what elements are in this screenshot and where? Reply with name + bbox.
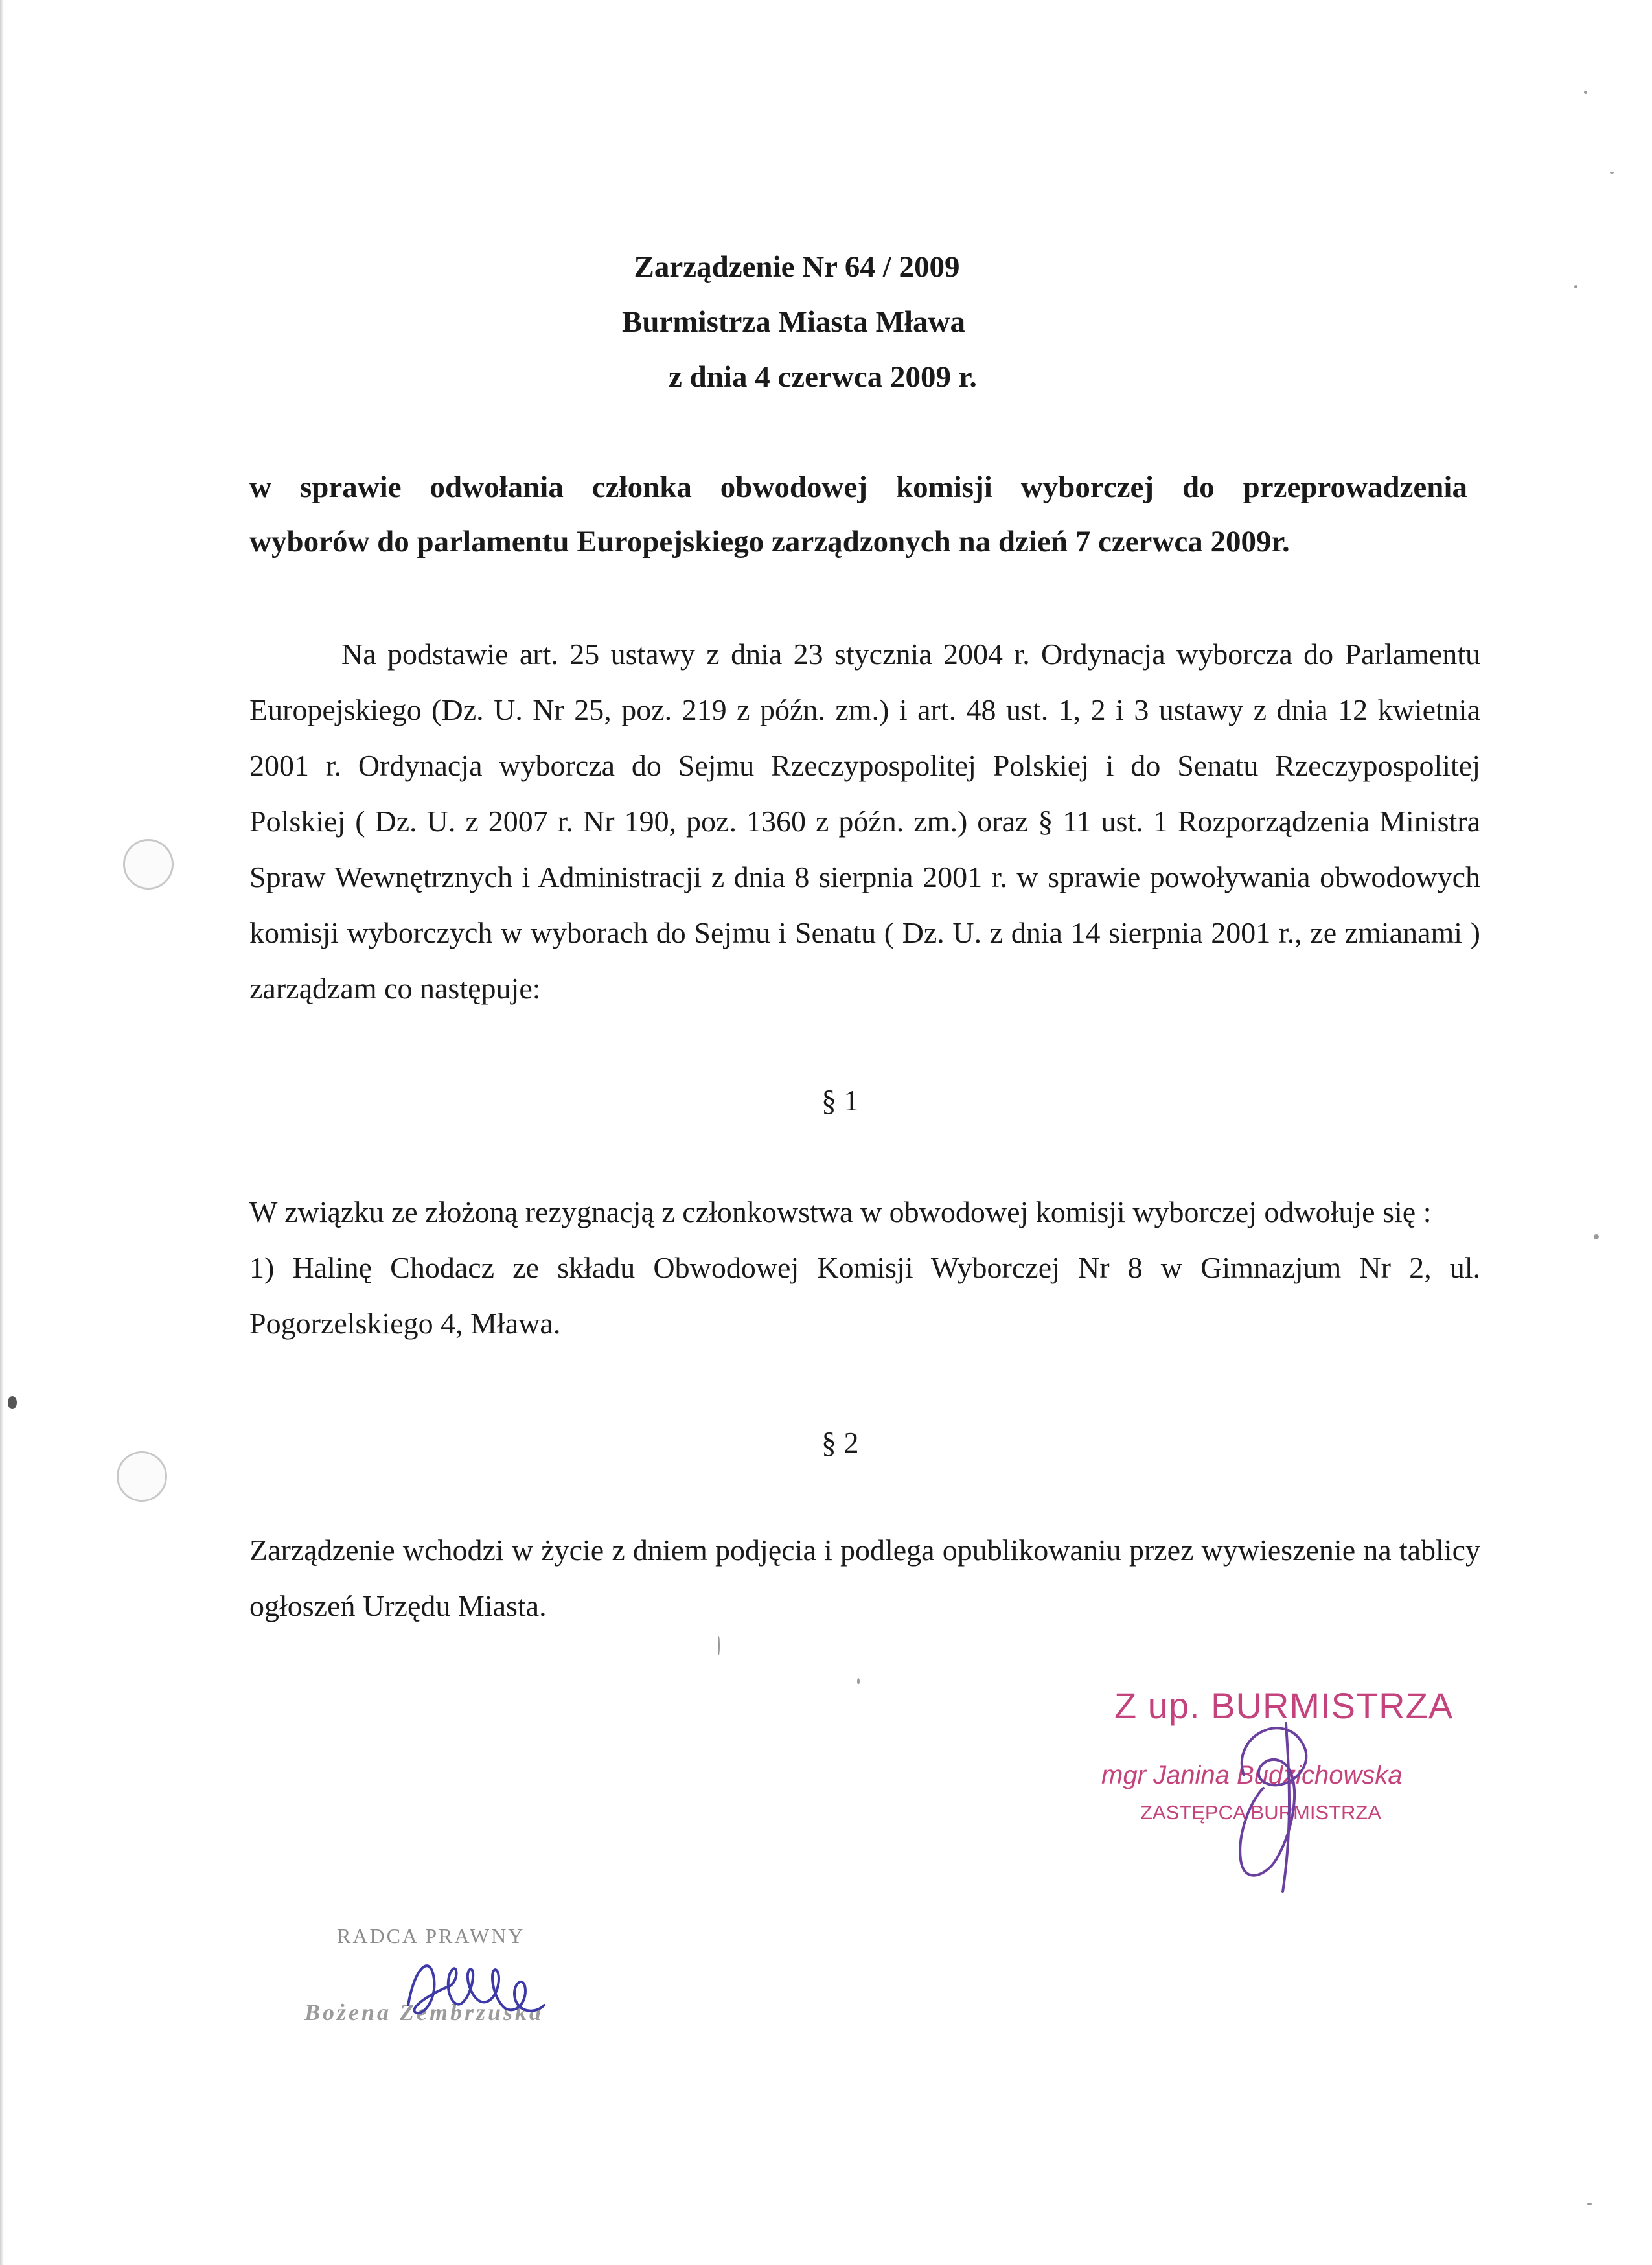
scan-speck bbox=[8, 1396, 17, 1409]
stamp-role: ZASTĘPCA BURMISTRZA bbox=[1140, 1801, 1382, 1824]
scan-speck bbox=[857, 1678, 860, 1684]
stamp-title: Z up. BURMISTRZA bbox=[1114, 1685, 1454, 1726]
section-2-text: Zarządzenie wchodzi w życie z dniem podjęcia i podlega opublikowaniu przez wywieszenie na tablicy ogłoszeń Urzędu Miasta. bbox=[249, 1534, 1480, 1622]
scan-speck bbox=[718, 1636, 720, 1655]
punch-hole-top bbox=[123, 839, 174, 890]
page-edge-shadow bbox=[0, 0, 4, 2265]
scan-speck bbox=[1574, 285, 1577, 288]
section-1-item-1: 1) Halinę Chodacz ze składu Obwodowej Komisji Wyborczej Nr 8 w Gimnazjum Nr 2, ul. Pogorzelskiego 4, Mława. bbox=[249, 1251, 1480, 1340]
section-1-text: W związku ze złożoną rezygnacją z członkowstwa w obwodowej komisji wyborczej odwołuje się : bbox=[249, 1195, 1432, 1228]
legal-counsel-stamp bbox=[304, 1921, 577, 2076]
scan-speck bbox=[1610, 172, 1614, 174]
legal-counsel-name: Bożena Zembrzuska bbox=[304, 1999, 544, 2025]
issuer-line: Burmistrza Miasta Mława bbox=[622, 305, 965, 339]
legal-counsel-role: RADCA PRAWNY bbox=[337, 1924, 525, 1948]
section-1-body bbox=[249, 1184, 1480, 1351]
punch-hole-bottom bbox=[117, 1451, 167, 1502]
subject-line-2: wyborów do parlamentu Europejskiego zarządzonych na dzień 7 czerwca 2009r. bbox=[249, 525, 1290, 558]
section-2-mark: § 2 bbox=[821, 1426, 859, 1459]
scan-speck bbox=[1594, 1234, 1599, 1239]
scan-speck bbox=[1587, 2203, 1592, 2205]
preamble-paragraph: Na podstawie art. 25 ustawy z dnia 23 stycznia 2004 r. Ordynacja wyborcza do Parlamentu Europejskiego (Dz. U. Nr 25, poz. 219 z późn. zm.) i art. 48 ust. 1, 2 i 3 ustawy z dnia 12 kwietnia 2001 r. Ordynacja wyborcza do Sejmu Rzeczypospolitej Polskiej i do Senatu Rzeczypospolitej Polskiej ( Dz. U. z 2007 r. Nr 190, poz. 1360 z późn. zm.) oraz § 11 ust. 1 Rozporządzenia Ministra Spraw Wewnętrznych i Administracji z dnia 8 sierpnia 2001 r. w sprawie powoływania obwodowych komisji wyborczych w wyborach do Sejmu i Senatu ( Dz. U. z dnia 14 sierpnia 2001 r., ze zmianami ) zarządzam co następuje: bbox=[249, 638, 1480, 1005]
legal-counsel-signature bbox=[395, 1940, 564, 2038]
subject-line-1: w sprawie odwołania członka obwodowej komisji wyborczej do przeprowadzenia bbox=[249, 470, 1467, 504]
section-1-mark: § 1 bbox=[821, 1084, 859, 1117]
deputy-signature bbox=[1205, 1697, 1335, 1905]
document-title: Zarządzenie Nr 64 / 2009 bbox=[634, 250, 960, 284]
date-line: z dnia 4 czerwca 2009 r. bbox=[669, 360, 977, 394]
stamp-name: mgr Janina Budzichowska bbox=[1101, 1761, 1403, 1789]
subject-block bbox=[249, 460, 1467, 569]
scan-speck bbox=[1584, 91, 1587, 94]
deputy-mayor-stamp bbox=[1095, 1678, 1458, 1872]
